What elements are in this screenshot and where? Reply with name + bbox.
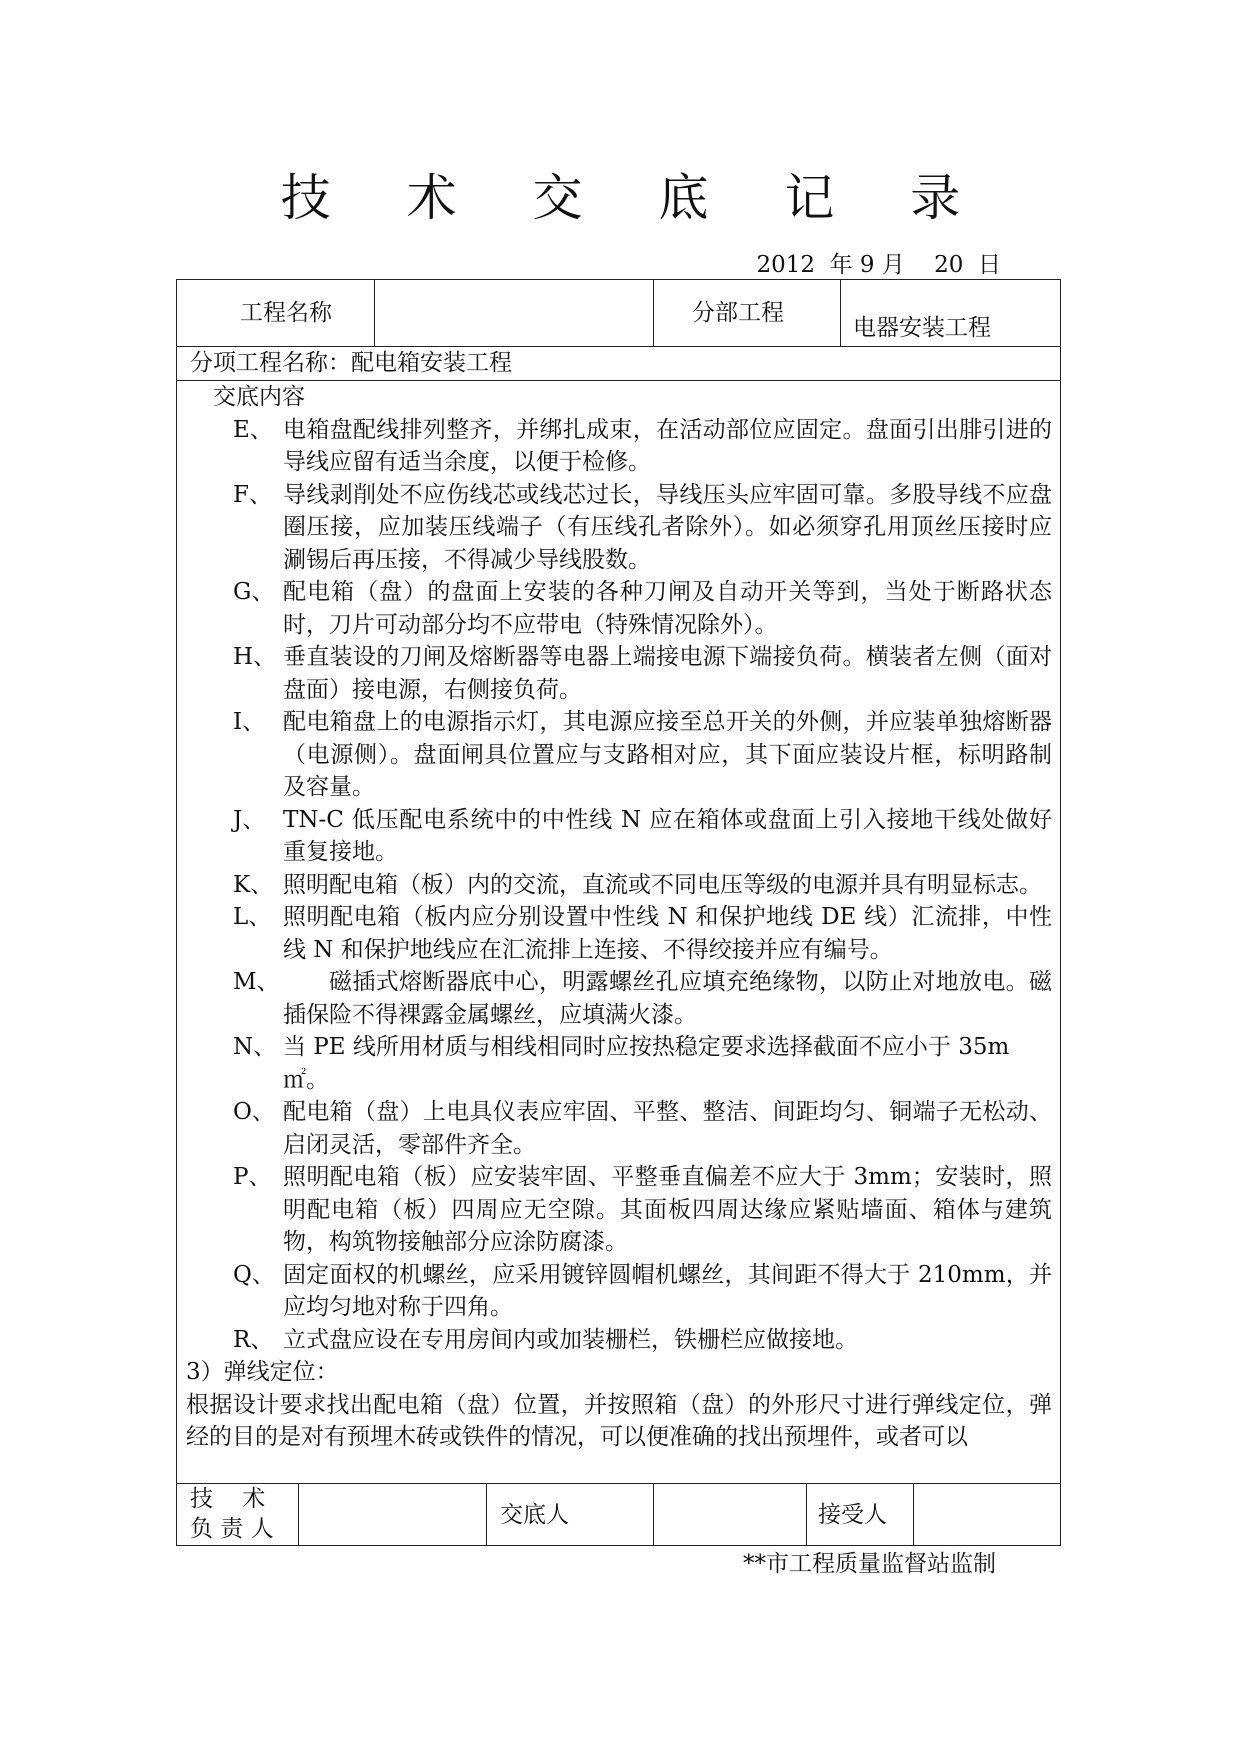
item-text: 照明配电箱（板）内的交流，直流或不同电压等级的电源并具有明显标志。 [283,871,1042,898]
list-item [186,479,1052,577]
item-text: TN-C 低压配电系统中的中性线 N 应在箱体或盘面上引入接地干线处做好重复接地。 [283,806,1052,865]
item-label: Q、 [233,1261,275,1288]
tech-lead-label-line1: 技 术 [190,1486,266,1512]
item-text: 照明配电箱（板）应安装牢固、平整垂直偏差不应大于 3mm；安装时，照明配电箱（板）四周应无空隙。其面板四周达缘应紧贴墙面、箱体与建筑物，构筑物接触部分应涂防腐漆。 [283,1164,1052,1255]
discloser-label: 交底人 [500,1502,569,1528]
document-title: 技 术 交 底 记 录 [280,169,991,227]
list-item [186,966,1052,1031]
item-label: I、 [233,709,266,735]
item-label: M、 [233,969,280,995]
item-text: 电箱盘配线排列整齐，并绑扎成束，在活动部位应固定。盘面引出腓引进的导线应留有适当余度，以便于检修。 [283,416,1052,475]
list-item [186,641,1052,706]
col-divider-sign-2 [486,1483,487,1546]
item-label: L、 [233,904,272,930]
list-item [186,901,1052,966]
list-item [186,576,1052,641]
item-text: 固定面权的机螺丝，应采用镀锌圆帽机螺丝，其间距不得大于 210mm，并应均匀地对称于四角。 [283,1261,1052,1320]
section-title: 3）弹线定位： [186,1359,339,1385]
list-item [186,1259,1052,1324]
section-paragraph: 根据设计要求找出配电箱（盘）位置，并按照箱（盘）的外形尺寸进行弹线定位，弹经的目的是对有预埋木砖或铁件的情况，可以便准确的找出预埋件，或者可以 [186,1391,1052,1450]
item-text: 垂直装设的刀闸及熔断器等电器上端接电源下端接负荷。横装者左侧（面对盘面）接电源，右侧接负荷。 [283,644,1052,703]
item-label: K、 [233,871,274,898]
col-divider-sign-1 [298,1483,299,1546]
list-item [186,1031,1052,1096]
row-divider-signatures [176,1483,1061,1484]
project-name-label: 工程名称 [240,300,332,326]
list-item [186,414,1052,479]
item-text: 立式盘应设在专用房间内或加装栅栏，铁栅栏应做接地。 [283,1326,858,1353]
receiver-label: 接受人 [818,1502,887,1528]
sub-item-name: 分项工程名称：配电箱安装工程 [190,350,512,376]
list-item [186,804,1052,869]
item-label: G、 [233,579,275,605]
disclosure-content-area [178,381,1058,1483]
item-text: 当 PE 线所用材质与相线相同时应按热稳定要求选择截面不应小于 35m㎡。 [283,1034,1010,1093]
issuer-note: **市工程质量监督站监制 [743,1551,996,1577]
list-item [186,1096,1052,1161]
item-text: 配电箱（盘）的盘面上安装的各种刀闸及自动开关等到，当处于断路状态时，刀片可动部分均不应带电（特殊情况除外）。 [283,579,1052,638]
list-item [186,706,1052,804]
item-text: 配电箱盘上的电源指示灯，其电源应接至总开关的外侧，并应装单独熔断器（电源侧）。盘面闸具位置应与支路相对应，其下面应装设片框，标明路制及容量。 [283,709,1052,800]
item-label: F、 [233,481,272,508]
list-item [186,1324,1052,1357]
item-text: 照明配电箱（板内应分别设置中性线 N 和保护地线 DE 线）汇流排，中性线 N 和保护地线应在汇流排上连接、不得绞接并应有编号。 [283,904,1052,963]
item-text: 配电箱（盘）上电具仪表应牢固、平整、整洁、间距均匀、铜端子无松动、启闭灵活，零部件齐全。 [283,1099,1052,1158]
tech-lead-label-line2: 负 责 人 [190,1516,274,1542]
content-heading: 交底内容 [213,384,305,410]
row-divider-header [176,346,1061,347]
item-label: R、 [233,1326,274,1353]
item-text: 磁插式熔断器底中心，明露螺丝孔应填充绝缘物，以防止对地放电。磁插保险不得裸露金属螺丝，应填满火漆。 [283,969,1052,1028]
disclosure-content [186,381,1052,1454]
col-divider-sign-3 [653,1483,654,1546]
col-divider-header-2 [653,279,654,346]
item-label: O、 [233,1099,275,1125]
list-item [186,869,1052,902]
item-text: 导线剥削处不应伤线芯或线芯过长，导线压头应牢固可靠。多股导线不应盘圈压接，应加装压线端子（有压线孔者除外）。如必须穿孔用顶丝压接时应涮锡后再压接，不得减少导线股数。 [283,481,1052,573]
item-label: J、 [233,806,266,833]
item-label: P、 [233,1164,272,1190]
col-divider-header-3 [840,279,841,346]
item-label: E、 [233,416,273,443]
col-divider-sign-4 [806,1483,807,1546]
col-divider-sign-5 [913,1483,914,1546]
list-item [186,1161,1052,1259]
item-label: H、 [233,644,277,670]
division-label: 分部工程 [692,300,784,326]
division-value: 电器安装工程 [853,315,991,341]
col-divider-header-1 [374,279,375,346]
record-date: 2012 年 9 月 20 日 [756,252,1001,278]
item-label: N、 [233,1034,277,1060]
